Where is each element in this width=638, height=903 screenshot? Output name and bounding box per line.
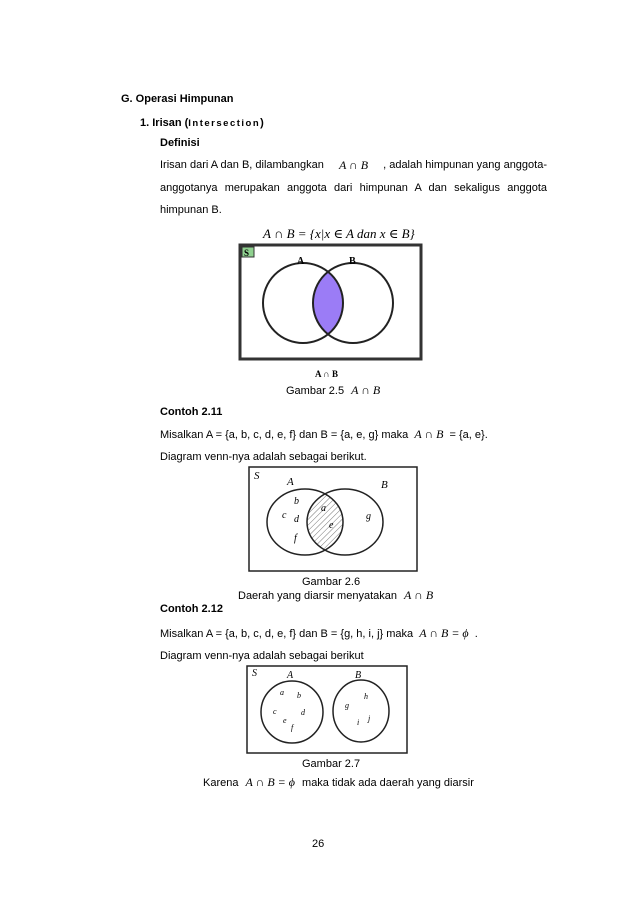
page-number: 26 bbox=[312, 838, 325, 850]
set-a-label: A bbox=[287, 476, 294, 488]
element-h: h bbox=[364, 692, 368, 701]
intersection-bottom-label: A ∩ B bbox=[315, 369, 338, 379]
figure-2-7-caption: Gambar 2.7 bbox=[302, 758, 361, 770]
set-b-label: B bbox=[349, 256, 356, 267]
figure-2-7-note bbox=[203, 775, 474, 790]
def-line1-post: , adalah himpunan yang anggota- bbox=[383, 159, 547, 171]
venn-diagram-fig-2-6 bbox=[248, 466, 418, 574]
contoh-2-11-line1-pre: Misalkan A = {a, b, c, d, e, f} dan B = {a, e, g} maka bbox=[160, 429, 409, 441]
figure-2-7-note-pre: Karena bbox=[203, 777, 239, 789]
venn-diagram-fig-2-5 bbox=[238, 243, 423, 381]
element-e: e bbox=[329, 520, 334, 531]
contoh-2-12-label: Contoh 2.12 bbox=[160, 603, 223, 615]
contoh-2-12-line1-pre: Misalkan A = {a, b, c, d, e, f} dan B = {g, h, i, j} maka bbox=[160, 628, 414, 640]
s-label: S bbox=[244, 248, 250, 258]
element-f: f bbox=[294, 533, 297, 544]
figure-2-6-subcaption-math: A ∩ B bbox=[404, 588, 434, 602]
def-line1-pre: Irisan dari A dan B, dilambangkan bbox=[160, 159, 324, 171]
contoh-2-12-line1-math: A ∩ B = ϕ bbox=[419, 626, 469, 640]
section-heading: G. Operasi Himpunan bbox=[121, 93, 234, 105]
contoh-2-11-line1-math: A ∩ B bbox=[414, 427, 444, 441]
set-b-label: B bbox=[355, 670, 362, 681]
contoh-2-11-line1-post: = {a, e}. bbox=[449, 429, 488, 441]
element-a: a bbox=[280, 688, 284, 697]
venn-diagram-fig-2-7 bbox=[246, 665, 408, 755]
figure-2-6-subcaption-pre: Daerah yang diarsir menyatakan bbox=[238, 590, 397, 602]
contoh-2-11-line-1 bbox=[160, 427, 488, 442]
set-a-label: A bbox=[297, 256, 305, 267]
universal-set-box bbox=[247, 666, 407, 753]
element-b: b bbox=[297, 691, 301, 700]
element-j: j bbox=[368, 714, 371, 723]
def-line1-math: A ∩ B bbox=[338, 158, 369, 172]
element-a: a bbox=[321, 503, 326, 514]
subsection-heading bbox=[140, 116, 264, 131]
figure-2-5-caption-prefix: Gambar 2.5 bbox=[286, 385, 345, 397]
element-b: b bbox=[294, 496, 299, 507]
set-b-label: B bbox=[381, 479, 388, 491]
contoh-2-12-line-2: Diagram venn-nya adalah sebagai berikut bbox=[160, 650, 364, 662]
element-d: d bbox=[294, 514, 299, 525]
element-i: i bbox=[357, 718, 360, 727]
definition-line-2: anggotanya merupakan anggota dari himpunan A dan sekaligus anggota bbox=[160, 182, 547, 194]
definition-line-1 bbox=[160, 158, 547, 172]
element-c: c bbox=[282, 510, 287, 521]
contoh-2-11-label: Contoh 2.11 bbox=[160, 406, 223, 418]
figure-2-6-subcaption bbox=[238, 588, 433, 603]
set-a-label: A bbox=[287, 670, 294, 681]
contoh-2-11-line-2: Diagram venn-nya adalah sebagai berikut. bbox=[160, 451, 367, 463]
figure-2-6-caption: Gambar 2.6 bbox=[302, 576, 361, 588]
element-c: c bbox=[273, 707, 277, 716]
contoh-2-12-line-1 bbox=[160, 626, 478, 641]
s-label: S bbox=[252, 668, 257, 679]
subsection-prefix: 1. Irisan ( bbox=[140, 117, 189, 129]
contoh-2-12-line1-post: . bbox=[474, 628, 478, 640]
figure-2-5-caption-math: A ∩ B bbox=[351, 383, 381, 397]
element-d: d bbox=[301, 708, 305, 717]
figure-2-5-caption bbox=[286, 383, 380, 398]
s-label: S bbox=[254, 470, 260, 482]
element-g: g bbox=[366, 511, 371, 522]
element-f: f bbox=[291, 723, 294, 732]
element-e: e bbox=[283, 716, 287, 725]
intersection-formula: A ∩ B = {x|x ∈ A dan x ∈ B} bbox=[263, 226, 415, 241]
figure-2-7-note-post: maka tidak ada daerah yang diarsir bbox=[302, 777, 474, 789]
element-g: g bbox=[345, 701, 349, 710]
subsection-term: Intersection bbox=[188, 118, 261, 129]
definisi-label: Definisi bbox=[160, 137, 200, 149]
definition-line-3: himpunan B. bbox=[160, 204, 222, 216]
subsection-suffix: ) bbox=[260, 117, 264, 129]
figure-2-7-note-math: A ∩ B = ϕ bbox=[245, 775, 295, 789]
